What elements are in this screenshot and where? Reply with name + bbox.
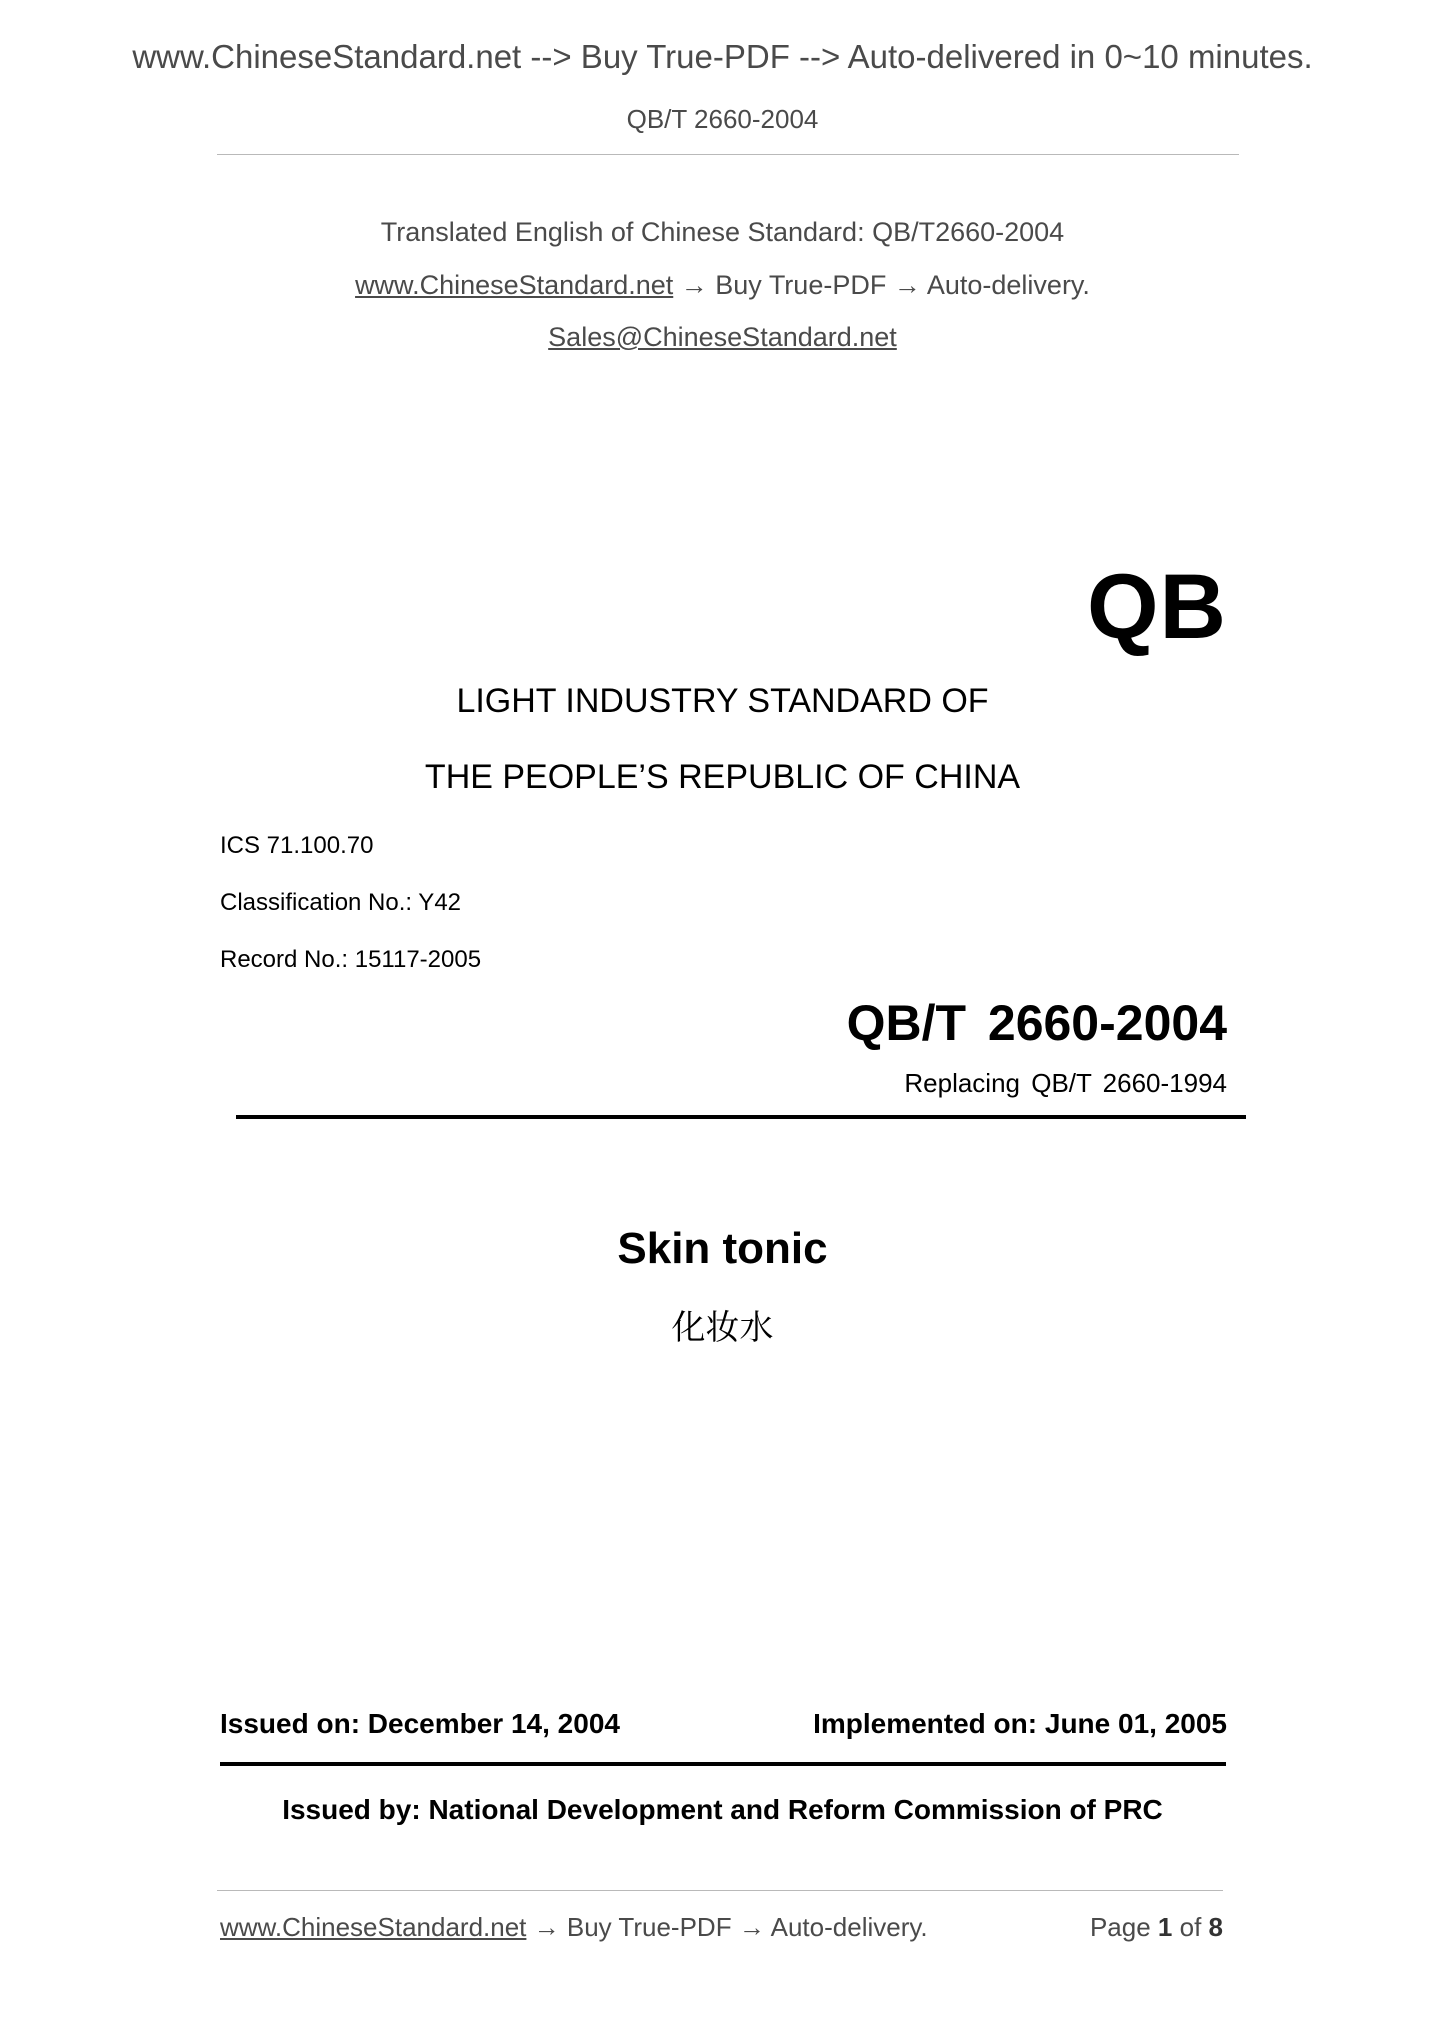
- footer-delivery-line: [220, 1912, 928, 1943]
- footer-site-link[interactable]: www.ChineseStandard.net: [220, 1912, 527, 1942]
- issued-on-date: Issued on: December 14, 2004: [220, 1708, 620, 1739]
- arrow-right-icon: →: [893, 270, 921, 300]
- footer-buy-text: Buy True-PDF: [566, 1912, 732, 1942]
- classification-number: Classification No.: Y42: [220, 889, 462, 916]
- issued-by: Issued by: National Development and Reform Commission of PRC: [282, 1794, 1163, 1825]
- arrow-right-icon: →: [533, 1912, 560, 1942]
- qb-logo: QB: [1087, 556, 1227, 658]
- header-standard-code: QB/T 2660-2004: [626, 104, 819, 134]
- sales-line: [0, 322, 1445, 353]
- record-number: Record No.: 15117-2005: [220, 946, 482, 973]
- delivery-line: [0, 270, 1445, 301]
- page-label: Page: [1089, 1912, 1151, 1942]
- implemented-on-date: Implemented on: June 01, 2005: [813, 1708, 1227, 1739]
- standard-number: QB/T 2660-2004: [846, 995, 1227, 1051]
- arrow-right-icon: →: [680, 270, 708, 300]
- translation-note: Translated English of Chinese Standard: QB/T2660-2004: [380, 217, 1065, 247]
- standard-title-line2: THE PEOPLE’S REPUBLIC OF CHINA: [424, 758, 1021, 796]
- page-indicator: [1090, 1912, 1223, 1943]
- sales-email-link[interactable]: Sales@ChineseStandard.net: [548, 322, 897, 352]
- delivery-text: Auto-delivery.: [926, 270, 1090, 300]
- header-divider: [217, 154, 1239, 155]
- title-divider: [236, 1115, 1246, 1119]
- dates-divider: [220, 1762, 1226, 1766]
- document-title: Skin tonic: [617, 1224, 828, 1273]
- arrow-right-icon: →: [738, 1912, 765, 1942]
- replacing-standard: Replacing QB/T 2660-1994: [904, 1068, 1227, 1098]
- footer-divider: [217, 1890, 1223, 1891]
- ics-code: ICS 71.100.70: [220, 832, 374, 859]
- page-current: 1: [1157, 1912, 1173, 1942]
- standard-title-line1: LIGHT INDUSTRY STANDARD OF: [456, 682, 989, 720]
- footer-delivery-text: Auto-delivery.: [770, 1912, 928, 1942]
- page-total: 8: [1208, 1912, 1223, 1942]
- top-banner: www.ChineseStandard.net --> Buy True-PDF --> Auto-delivered in 0~10 minutes.: [132, 38, 1313, 75]
- site-link[interactable]: www.ChineseStandard.net: [355, 270, 674, 300]
- page-of: of: [1179, 1912, 1202, 1942]
- buy-text: Buy True-PDF: [715, 270, 887, 300]
- document-title-chinese: 化妆水: [671, 1309, 774, 1347]
